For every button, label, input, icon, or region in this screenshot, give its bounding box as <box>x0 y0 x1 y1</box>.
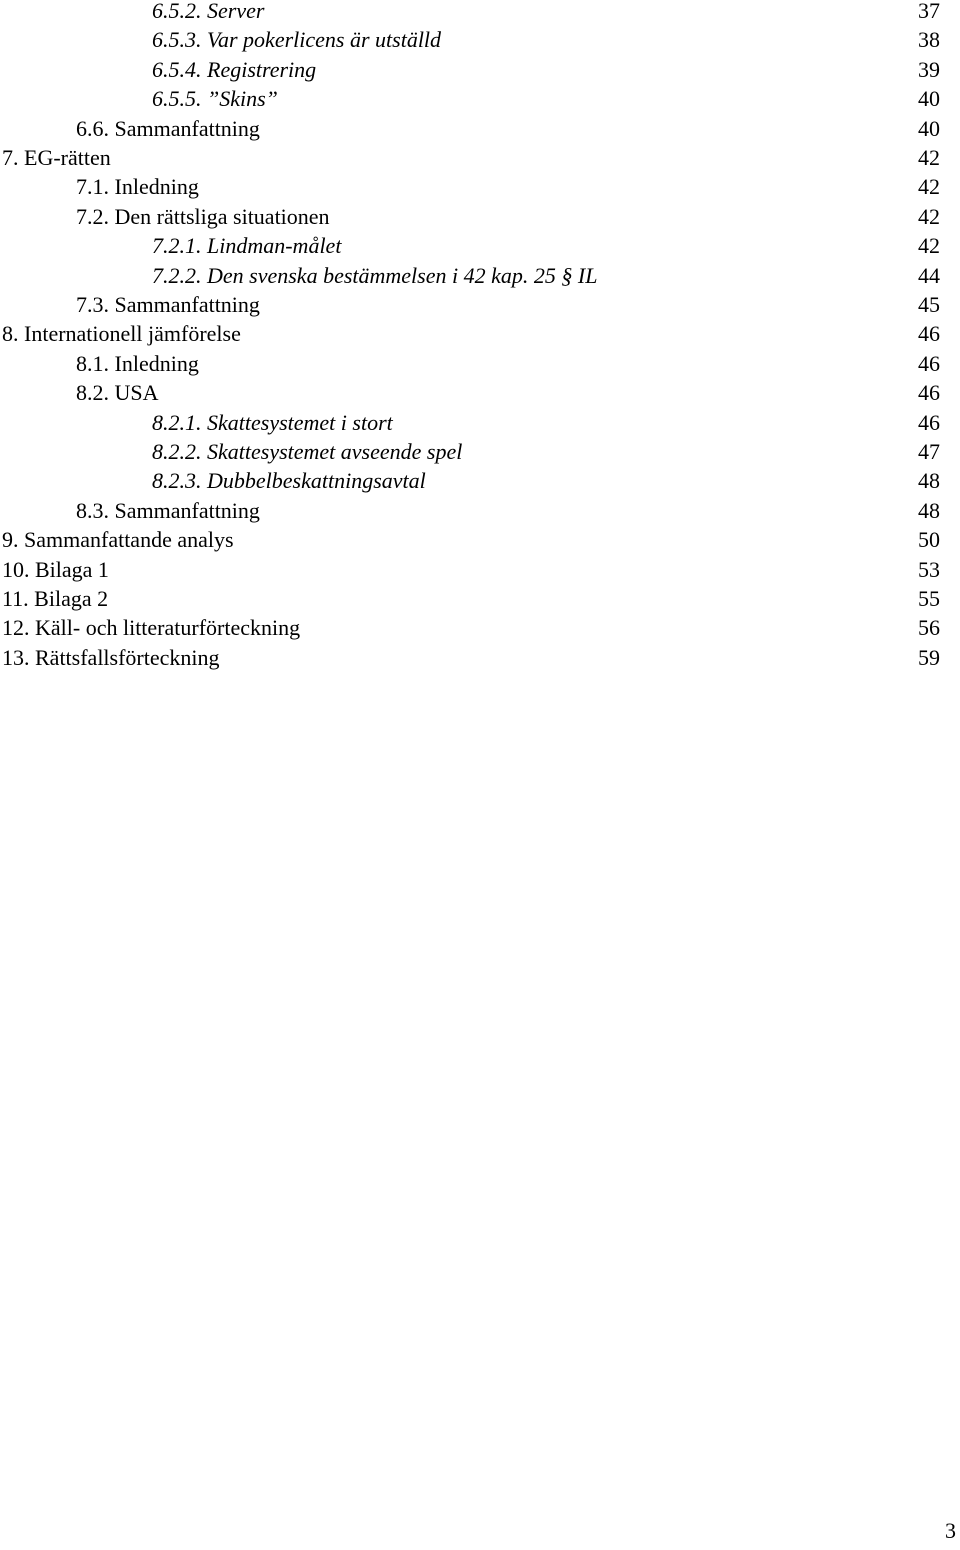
toc-entry[interactable] <box>0 643 960 672</box>
toc-entry-page: 47 <box>918 439 940 464</box>
toc-entry-title: 8.2.1. Skattesystemet i stort <box>152 409 393 435</box>
toc-entry-page: 40 <box>918 115 940 141</box>
toc-entry[interactable] <box>0 143 960 172</box>
toc-entry[interactable] <box>0 349 960 378</box>
toc-entry-title: 7.2.2. Den svenska bestämmelsen i 42 kap. 25 § IL <box>152 262 598 288</box>
toc-entry-page: 45 <box>918 292 940 317</box>
toc-entry[interactable] <box>0 584 960 613</box>
toc-entry[interactable] <box>0 25 960 54</box>
toc-entry-page: 46 <box>918 380 940 406</box>
toc-entry-page: 39 <box>918 56 940 82</box>
toc-entry-title: 8.2.3. Dubbelbeskattningsavtal <box>152 468 426 494</box>
toc-entry[interactable] <box>0 231 960 260</box>
toc-entry[interactable] <box>0 437 960 466</box>
toc-entry[interactable] <box>0 466 960 495</box>
toc-entry-title: 6.5.4. Registrering <box>152 56 317 82</box>
toc-entry-title: 6.5.3. Var pokerlicens är utställd <box>152 27 442 53</box>
toc-entry-title: 12. Käll- och litteraturförteckning <box>2 615 301 641</box>
toc-entry-page: 42 <box>918 233 940 259</box>
toc-entry-title: 9. Sammanfattande analys <box>2 527 234 553</box>
toc-entry-title: 7. EG-rätten <box>2 145 111 170</box>
toc-entry[interactable] <box>0 378 960 407</box>
toc-entry-page: 46 <box>918 321 940 347</box>
toc-entry-title: 8.2.2. Skattesystemet avseende spel <box>152 439 463 464</box>
toc-entry-title: 13. Rättsfallsförteckning <box>2 644 220 670</box>
toc-entry[interactable] <box>0 290 960 319</box>
toc-entry-page: 56 <box>918 615 940 641</box>
toc-entry[interactable] <box>0 261 960 290</box>
toc-entry-page: 40 <box>918 86 940 112</box>
toc-entry-page: 42 <box>918 174 940 200</box>
toc-entry-title: 7.3. Sammanfattning <box>76 292 260 317</box>
toc-entry-page: 44 <box>918 262 940 288</box>
toc-entry-page: 46 <box>918 350 940 376</box>
toc-entry-page: 46 <box>918 409 940 435</box>
toc-entry-page: 38 <box>918 27 940 53</box>
toc-entry-page: 37 <box>918 0 940 23</box>
toc-entry-title: 10. Bilaga 1 <box>2 556 109 582</box>
toc-entry-page: 50 <box>918 527 940 553</box>
toc-entry[interactable] <box>0 319 960 348</box>
toc-entry-title: 7.1. Inledning <box>76 174 199 200</box>
toc-entry-page: 48 <box>918 468 940 494</box>
toc-entry-page: 48 <box>918 497 940 523</box>
page-number: 3 <box>945 1518 956 1543</box>
toc-entry[interactable] <box>0 202 960 231</box>
toc-entry-title: 6.6. Sammanfattning <box>76 115 260 141</box>
toc-entry-title: 8. Internationell jämförelse <box>2 321 241 347</box>
toc-entry-title: 8.1. Inledning <box>76 350 199 376</box>
toc-entry-page: 53 <box>918 556 940 582</box>
toc-entry[interactable] <box>0 496 960 525</box>
toc-entry-title: 7.2.1. Lindman-målet <box>152 233 342 259</box>
toc-entry-page: 42 <box>918 145 940 170</box>
toc-entry[interactable] <box>0 525 960 554</box>
toc-entry[interactable] <box>0 0 960 25</box>
toc-entry[interactable] <box>0 114 960 143</box>
toc-entry-page: 42 <box>918 203 940 229</box>
toc-entry-page: 59 <box>918 644 940 670</box>
toc-entry-page: 55 <box>918 586 940 611</box>
toc-entry[interactable] <box>0 55 960 84</box>
toc-entry-title: 8.3. Sammanfattning <box>76 497 260 523</box>
toc-entry[interactable] <box>0 555 960 584</box>
toc-entry-title: 11. Bilaga 2 <box>2 586 109 611</box>
toc-entry[interactable] <box>0 408 960 437</box>
toc-entry-title: 6.5.5. ”Skins” <box>152 86 278 112</box>
toc-entry[interactable] <box>0 613 960 642</box>
toc-entry[interactable] <box>0 172 960 201</box>
toc-entry-title: 7.2. Den rättsliga situationen <box>76 203 330 229</box>
toc-entry[interactable] <box>0 84 960 113</box>
toc-entry-title: 8.2. USA <box>76 380 159 406</box>
toc-entry-title: 6.5.2. Server <box>152 0 265 23</box>
